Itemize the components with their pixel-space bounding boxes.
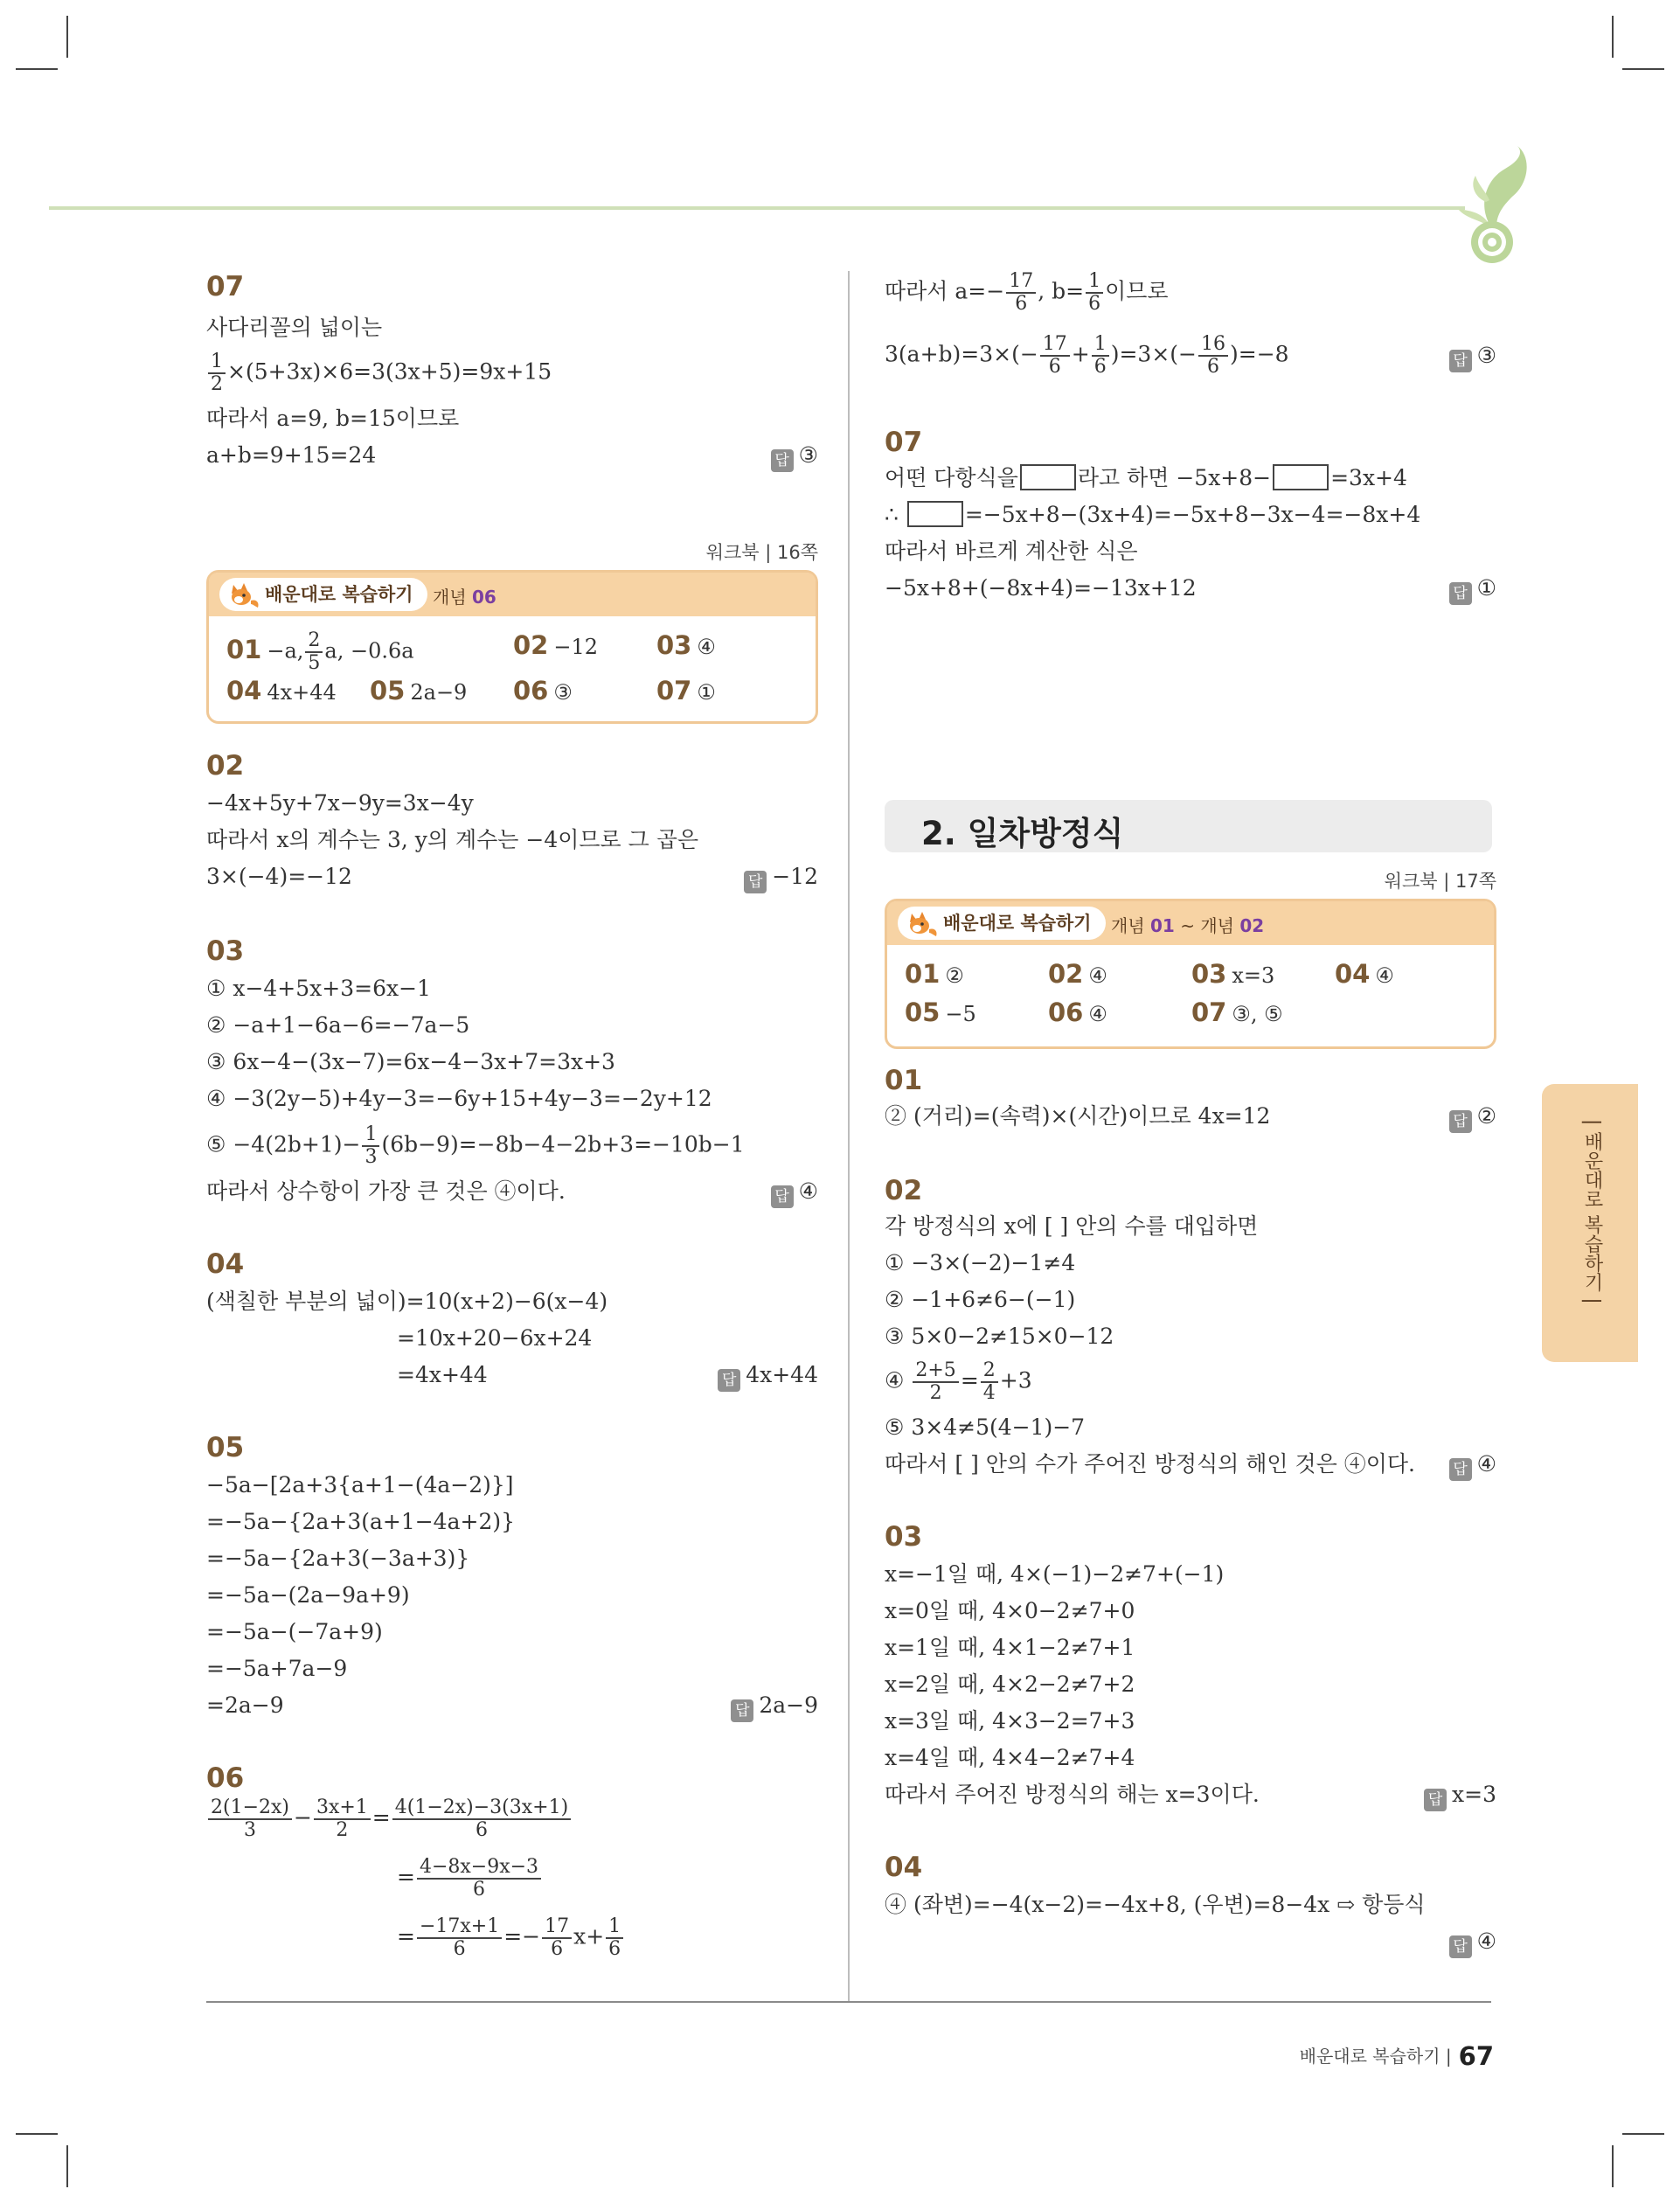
blank-box	[1020, 464, 1076, 490]
review-answer: 06 ④	[1048, 997, 1107, 1027]
crop-mark	[66, 2145, 68, 2187]
review-box	[206, 570, 818, 724]
solution-line: 각 방정식의 x에 [ ] 안의 수를 대입하면	[885, 1213, 1259, 1239]
fraction: $\frac{1}{3}$	[362, 1124, 379, 1168]
solution-line: x=1일 때, 4×1−2≠7+1	[885, 1635, 1135, 1660]
fraction: $\frac{1}{6}$	[1086, 271, 1103, 315]
footer-section-title: 배운대로 복습하기 |	[1299, 2046, 1452, 2067]
solution-line: ① −3×(−2)−1≠4	[885, 1250, 1076, 1275]
solution-line: 3(a+b)=3×(− $\frac{17}{6}$ + $\frac{1}{6}$ )=3×(− $\frac{16}{6}$ )=−8	[885, 333, 1289, 378]
solution-line: ④ $\frac{2+5}{2}$ = $\frac{2}{4}$ +3	[885, 1359, 1032, 1404]
fraction: $\frac{3x+1}{2}$	[314, 1797, 371, 1841]
answer-tag-icon: 답	[771, 449, 794, 472]
problem-number: 02	[206, 750, 245, 782]
solution-line: ∴ =−5x+8−(3x+4)=−5x+8−3x−4=−8x+4	[885, 502, 1421, 527]
fraction: $\frac{1}{6}$	[1092, 334, 1109, 378]
review-answer: 04 ④	[1335, 959, 1394, 989]
answer-badge: 답 x=3	[1424, 1780, 1496, 1811]
crop-mark	[16, 2133, 58, 2135]
problem-number: 07	[206, 271, 245, 302]
problem-number: 06	[206, 1762, 245, 1794]
solution-line: =10x+20−6x+24	[397, 1325, 593, 1351]
concept-label: 개념 01 ~ 개념 02	[1111, 915, 1265, 936]
fraction: $\frac{2(1-2x)}{3}$	[208, 1797, 292, 1841]
fraction: $\frac{17}{6}$	[542, 1916, 572, 1960]
header-rule	[49, 206, 1465, 210]
solution-line: =−5a+7a−9	[206, 1656, 348, 1681]
solution-line: (색칠한 부분의 넓이)=10(x+2)−6(x−4)	[206, 1289, 608, 1314]
problem-number: 03	[206, 935, 245, 967]
solution-line: ② −a+1−6a−6=−7a−5	[206, 1012, 470, 1038]
answer-badge: 답 −12	[744, 862, 818, 893]
solution-line: 따라서 바르게 계산한 식은	[885, 539, 1138, 564]
solution-line: =2a−9	[206, 1692, 284, 1718]
fraction: $\frac{4-8x-9x-3}{6}$	[417, 1857, 541, 1901]
problem-number: 02	[885, 1175, 923, 1206]
problem-number: 01	[885, 1065, 923, 1096]
review-answer: 05 −5	[905, 997, 976, 1027]
answer-badge: 답 ②	[1449, 1102, 1496, 1133]
answer-badge: 답 ①	[1449, 573, 1496, 605]
crop-mark	[1622, 2133, 1664, 2135]
footer-rule	[206, 2001, 1491, 2003]
crop-mark	[1612, 2145, 1614, 2187]
page-footer	[1300, 2041, 1494, 2071]
solution-line: −5x+8+(−8x+4)=−13x+12	[885, 575, 1197, 601]
solution-line: ② −1+6≠6−(−1)	[885, 1287, 1076, 1312]
answer-tag-icon: 답	[1449, 1110, 1472, 1133]
review-answer: 06 ③	[513, 676, 573, 705]
problem-number: 05	[206, 1432, 245, 1463]
column-divider	[848, 271, 850, 2002]
answer-badge: 답 2a−9	[731, 1691, 818, 1722]
answer-badge: 답 ④	[1449, 1927, 1496, 1958]
crop-mark	[1622, 68, 1664, 70]
crop-mark	[66, 16, 68, 58]
solution-line: −4x+5y+7x−9y=3x−4y	[206, 790, 474, 816]
review-answer: 02 ④	[1048, 959, 1107, 989]
review-answer: 03 x=3	[1191, 959, 1275, 989]
solution-line: ④ −3(2y−5)+4y−3=−6y+15+4y−3=−2y+12	[206, 1086, 712, 1111]
answer-badge: 답 ③	[771, 441, 818, 472]
answer-tag-icon: 답	[1449, 1935, 1472, 1958]
solution-line: 따라서 [ ] 안의 수가 주어진 방정식의 해인 것은 ④이다.	[885, 1451, 1415, 1477]
solution-line: 따라서 a=− $\frac{17}{6}$ , b= $\frac{1}{6}$ 이므로	[885, 270, 1169, 315]
crop-mark	[1612, 16, 1614, 58]
review-answer: 07 ③, ⑤	[1191, 997, 1283, 1027]
answer-badge: 답 4x+44	[718, 1360, 818, 1392]
review-title: 배운대로 복습하기	[898, 907, 1106, 940]
answer-tag-icon: 답	[744, 871, 767, 893]
answer-tag-icon: 답	[1449, 350, 1472, 372]
solution-line: = $\frac{4-8x-9x-3}{6}$	[397, 1857, 543, 1901]
fox-mascot-icon	[906, 908, 940, 938]
leaf-ornament-icon	[1451, 144, 1530, 271]
solution-line: ③ 6x−4−(3x−7)=6x−4−3x+7=3x+3	[206, 1049, 615, 1074]
solution-line: =4x+44	[397, 1362, 488, 1387]
solution-line: =−5a−(−7a+9)	[206, 1619, 383, 1644]
solution-line: 따라서 x의 계수는 3, y의 계수는 −4이므로 그 곱은	[206, 827, 699, 852]
review-box	[885, 899, 1496, 1049]
solution-line: x=−1일 때, 4×(−1)−2≠7+(−1)	[885, 1561, 1225, 1587]
solution-line: = $\frac{-17x+1}{6}$ =− $\frac{17}{6}$ x+ $\frac{1}{6}$	[397, 1916, 625, 1960]
solution-line: ⑤ −4(2b+1)− $\frac{1}{3}$ (6b−9)=−8b−4−2b+3=−10b−1	[206, 1123, 745, 1168]
workbook-reference: 워크북 | 17쪽	[1384, 871, 1496, 892]
chapter-heading: 2. 일차방정식	[885, 800, 1492, 852]
answer-tag-icon: 답	[771, 1185, 794, 1208]
review-box-header	[887, 901, 1494, 945]
fraction: $\frac{-17x+1}{6}$	[417, 1916, 502, 1960]
fraction: $\frac{1}{6}$	[606, 1916, 623, 1960]
solution-line: ② (거리)=(속력)×(시간)이므로 4x=12	[885, 1103, 1271, 1129]
solution-line: a+b=9+15=24	[206, 442, 377, 468]
solution-line: =−5a−(2a−9a+9)	[206, 1582, 410, 1608]
review-title: 배운대로 복습하기	[219, 578, 427, 611]
review-box-header	[209, 573, 816, 616]
solution-line: ③ 5×0−2≠15×0−12	[885, 1324, 1114, 1349]
crop-mark	[16, 68, 58, 70]
blank-box	[907, 501, 963, 527]
answer-tag-icon: 답	[1424, 1789, 1447, 1811]
answer-tag-icon: 답	[718, 1369, 740, 1392]
review-answer: 05 2a−9	[370, 676, 468, 705]
review-answer: 01 ②	[905, 959, 964, 989]
concept-label: 개념 06	[433, 587, 496, 608]
answer-badge: 답 ③	[1449, 341, 1496, 372]
fraction: $\frac{1}{2}$	[208, 351, 226, 395]
side-tab: | 배운대로 복습하기 |	[1542, 1084, 1638, 1362]
review-answer: 01 −a, $\frac{2}{5}$ a, −0.6a	[226, 629, 414, 674]
fraction: $\frac{2+5}{2}$	[913, 1360, 958, 1404]
solution-line: x=2일 때, 4×2−2≠7+2	[885, 1671, 1135, 1697]
solution-line: 3×(−4)=−12	[206, 864, 352, 889]
fox-mascot-icon	[228, 580, 261, 609]
blank-box	[1273, 464, 1329, 490]
solution-line: −5a−[2a+3{a+1−(4a−2)}]	[206, 1472, 514, 1498]
fraction: $\frac{16}{6}$	[1198, 334, 1228, 378]
problem-number: 04	[885, 1852, 923, 1883]
answer-badge: 답 ④	[1449, 1449, 1496, 1481]
problem-number: 07	[885, 427, 923, 458]
solution-line: 따라서 a=9, b=15이므로	[206, 406, 460, 431]
fraction: $\frac{17}{6}$	[1006, 271, 1036, 315]
solution-line: 사다리꼴의 넓이는	[206, 315, 383, 340]
answer-badge: 답 ④	[771, 1177, 818, 1208]
answer-tag-icon: 답	[1449, 1458, 1472, 1481]
page-number: 67	[1458, 2041, 1494, 2071]
solution-line: =−5a−{2a+3(a+1−4a+2)}	[206, 1509, 516, 1534]
solution-line: 따라서 주어진 방정식의 해는 x=3이다.	[885, 1782, 1260, 1807]
problem-number: 04	[206, 1248, 245, 1280]
solution-line: x=0일 때, 4×0−2≠7+0	[885, 1598, 1135, 1623]
answer-tag-icon: 답	[731, 1699, 753, 1722]
review-answer: 04 4x+44	[226, 676, 337, 705]
fraction: $\frac{2}{4}$	[981, 1360, 998, 1404]
solution-line: x=4일 때, 4×4−2≠7+4	[885, 1745, 1135, 1770]
solution-line: =−5a−{2a+3(−3a+3)}	[206, 1546, 470, 1571]
review-answer: 03 ④	[656, 630, 716, 660]
fraction: $\frac{4(1-2x)-3(3x+1)}{6}$	[392, 1797, 571, 1841]
problem-number: 03	[885, 1521, 923, 1553]
solution-line: x=3일 때, 4×3−2=7+3	[885, 1708, 1135, 1734]
solution-line: ① x−4+5x+3=6x−1	[206, 976, 431, 1001]
solution-line: 따라서 상수항이 가장 큰 것은 ④이다.	[206, 1178, 566, 1204]
solution-line: $\frac{1}{2}$ ×(5+3x)×6=3(3x+5)=9x+15	[206, 351, 552, 395]
solution-line: $\frac{2(1-2x)}{3}$ − $\frac{3x+1}{2}$ = $\frac{4(1-2x)-3(3x+1)}{6}$	[206, 1797, 573, 1841]
fraction: $\frac{2}{5}$	[305, 630, 323, 674]
workbook-reference: 워크북 | 16쪽	[705, 542, 818, 563]
review-answer: 02 −12	[513, 630, 599, 660]
answer-tag-icon: 답	[1449, 582, 1472, 605]
fraction: $\frac{17}{6}$	[1040, 334, 1070, 378]
solution-line: ⑤ 3×4≠5(4−1)−7	[885, 1414, 1086, 1440]
review-answer: 07 ①	[656, 676, 716, 705]
solution-line: ④ (좌변)=−4(x−2)=−4x+8, (우변)=8−4x ⇨ 항등식	[885, 1892, 1426, 1917]
solution-line: 어떤 다항식을 라고 하면 −5x+8− =3x+4	[885, 465, 1407, 490]
